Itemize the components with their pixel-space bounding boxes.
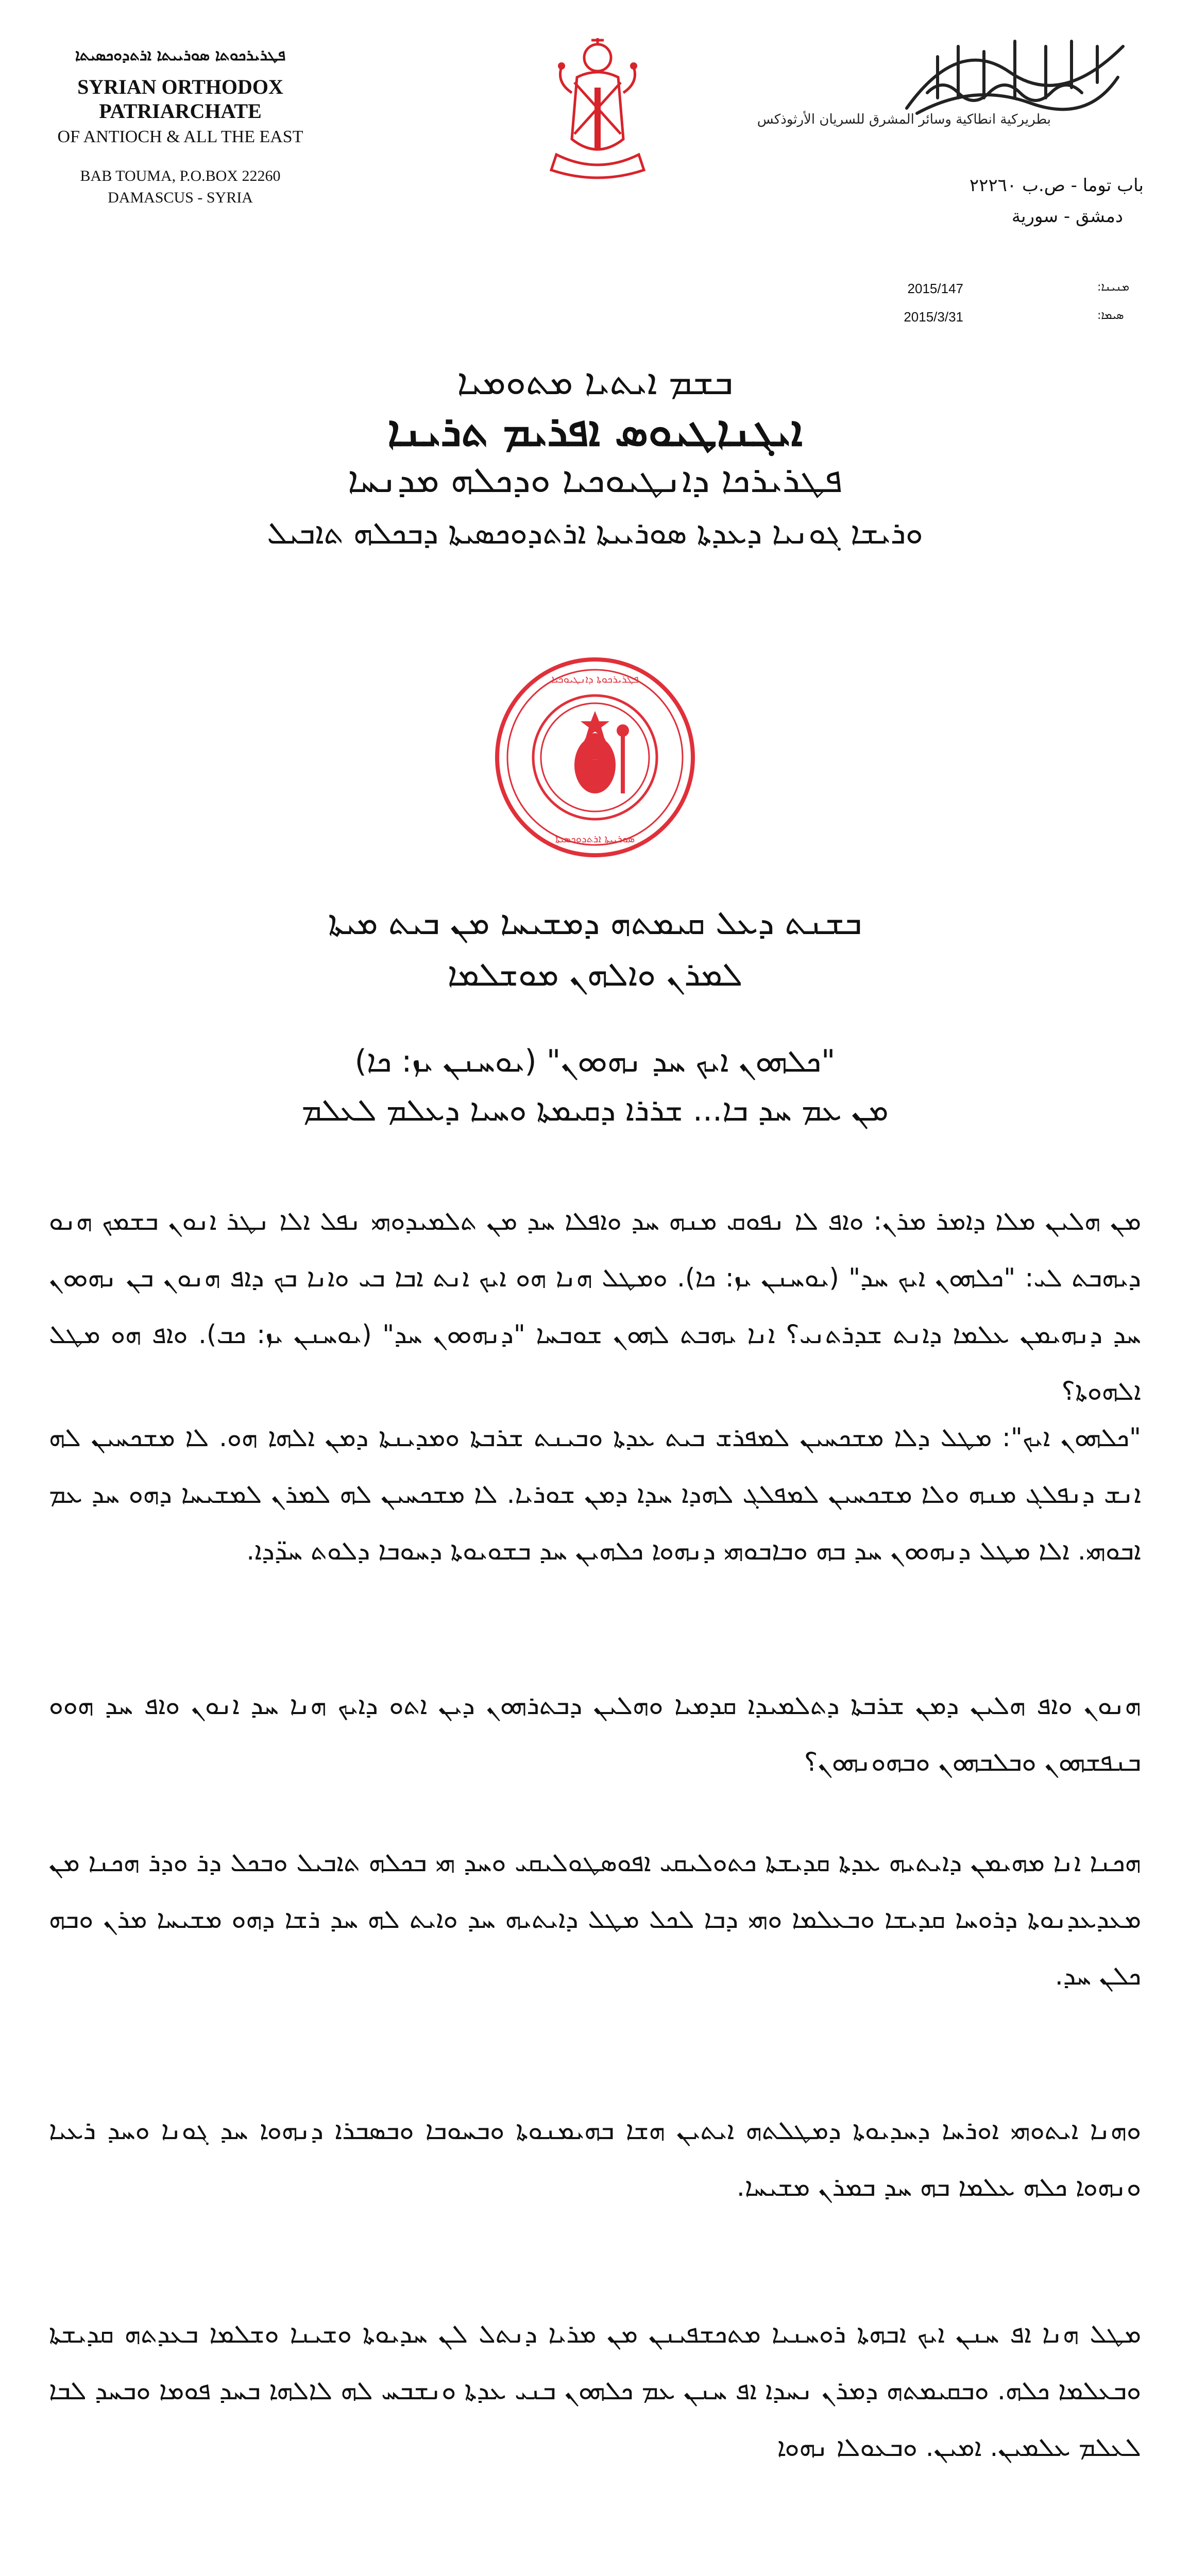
body-paragraph-6: ܡܛܠ ܗܢܐ ܐܦ ܚܢܢ ܐܝܟ ܐܒܗܬܐ ܪܘܚܢܝܐ ܡܬܟܫܦܝܢܢ ܡܢ ܡܪܝܐ ܕܢܬܠ ܠܢ ܚܕܝܘܬܐ ܘܫܝܢܐ ܘܫܠܡܐ ܒܥܕܬܗ ܩܕܝܫܬܐ ܘܒܥܠܡܐ ܟܠܗ. ܘܒܩܝܡܬܗ ܕܡܪܢ ܢܚܕܐ ܐܦ ܚܢܢ ܥܡ ܟܠܗܘܢ ܒܢܝ ܥܕܬܐ ܘܢܫܒܚ ܠܗ ܠܐܠܗܐ ܒܚܕ ܦܘܡܐ ܘܒܚܕ ܠܒܐ ܠܥܠܡ ܥܠܡܝܢ. ܐܡܝܢ. ܘܒܥܘܠܐ ܢܗܘܐ (49, 2319, 1141, 2462)
arabic-address1: باب توما - ص.ب ٢٢٢٦٠ (969, 175, 1144, 196)
title-line4: ܘܪܝܫܐ ܓܘܢܝܐ ܕܥܕܬܐ ܣܘܪܝܝܬܐ ܐܪܬܕܘܟܣܝܬܐ ܕܒܟܠܗ ܬܐܒܝܠ (267, 515, 923, 551)
title-line3: ܦܛܪܝܪܟܐ ܕܐܢܛܝܘܟܝܐ ܘܕܟܠܗ ܡܕܢܚܐ (347, 459, 843, 501)
reference-date-label: ܣܝܡܐ: (1097, 309, 1124, 322)
body-paragraph-2: "ܟܠܗܘܢ ܐܝܟ": ܡܛܠ ܕܠܐ ܡܫܟܚܝܢ ܠܡܦܪܫ ܒܝܬ ܥܕܬܐ ܘܒܝܢܬ ܫܪܒܬܐ ܘܡܕܝܢܬܐ ܕܡܢ ܐܠܗܐ ܗܘ. ܠܐ ܡܫܟܚܝܢ ܠܗ ܐܢܫ ܕܢܦܠܓ ܡܢܗ ܘܠܐ ܡܫܟܚܝܢ ܠܡܦܠܓ ܠܗܕܐ ܚܕܐ ܕܡܢ ܫܘܪܝܐ. ܠܐ ܡܫܟܚܝܢ ܠܗ ܠܡܪܢ ܠܡܫܝܚܐ ܕܗܘ ܚܕ ܥܡ ܐܒܘܗܝ. ܐܠܐ ܡܛܠ ܕܢܗܘܘܢ ܚܕ ܒܗ ܘܒܐܒܘܗܝ ܕܢܗܘܐ ܟܠܗܝܢ ܚܕ ܒܫܘܝܘܬܐ ܕܚܘܒܐ ܕܠܘܬ ܚܕ̈ܕܐ. (49, 1422, 1141, 1566)
svg-text:ܦܛܪܝܪܟܘܬܐ ܕܐܢܛܝܘܟܝܐ: ܦܛܪܝܪܟܘܬܐ ܕܐܢܛܝܘܟܝܐ (551, 673, 639, 685)
arabic-address2: دمشق - سورية (1011, 206, 1123, 227)
title-line2: ܐܝܓܢܐܛܝܘܣ ܐܦܪܝܡ ܬܪܝܢܐ (387, 407, 803, 456)
letterhead-name-line2: OF ANTIOCH & ALL THE EAST (57, 127, 303, 146)
quote-line2: ܡܢ ܥܡ ܚܕ ܒܐ... ܫܪܪܐ ܕܩܝܡܬܐ ܘܚܝܐ ܕܥܠܡ ܠܥܠܡ (301, 1092, 889, 1128)
body-paragraph-3: ܗܢܘܢ ܘܐܦ ܗܠܝܢ ܕܡܢ ܫܪܒܬܐ ܕܬܠܡܝܕܐ ܩܕܡܝܐ ܘܗܠܝܢ ܕܒܬܪܗܘܢ ܕܝܢ ܐܬܘ ܕܐܝܟ ܗܢܐ ܚܕ ܐܢܘܢ ܘܐܦ ܚܕ ܗܘܘ ܒܢܦܫܗܘܢ ܘܒܠܒܗܘܢ ܘܒܗܘܢܗܘܢ؟ (49, 1690, 1141, 1777)
reference-date-value: 2015/3/31 (904, 309, 963, 325)
body-paragraph-4: ܗܟܢܐ ܐܢܐ ܡܗܝܡܢ ܕܐܝܬܝܗ ܥܕܬܐ ܩܕܝܫܬܐ ܟܬܘܠܝܩܝ ܐܦܘܣܛܘܠܝܩܝ ܘܚܕ ܗܝ ܒܟܠܗ ܬܐܒܝܠ ܘܒܟܠ ܕܪ ܘܕܪ ܗܟܢܐ ܡܢ ܡܥܕܥܕܢܘܬܐ ܕܪܘܚܐ ܩܕܝܫܐ ܘܒܥܠܡܐ ܘܗܝ ܕܒܐ ܠܟܠ ܡܛܠ ܕܐܝܬܝܗ ܚܕ ܘܐܝܬ ܠܗ ܚܕ ܪܫܐ ܕܗܘ ܡܫܝܚܐ ܡܪܢ ܘܒܗ ܟܠܢ ܚܕ. (49, 1848, 1141, 1991)
letterhead-address2: DAMASCUS - SYRIA (108, 189, 253, 206)
reference-number-label: ܡܢܝܢܐ: (1097, 281, 1130, 294)
letterhead-right (757, 21, 1154, 227)
letterhead-address1: BAB TOUMA, P.O.BOX 22260 (80, 167, 281, 184)
quote-line1: "ܟܠܗܘܢ ܐܝܟ ܚܕ ܢܗܘܘܢ" (ܝܘܚܢܢ ܝܙ: ܟܐ) (354, 1043, 836, 1079)
patriarchate-emblem (546, 36, 649, 185)
title-line1: ܒܫܡ ܐܝܬܝܐ ܡܬܘܡܝܐ (457, 361, 733, 403)
patriarchal-seal (492, 654, 698, 860)
body-paragraph-5: ܘܗܢܐ ܐܝܬܘܗܝ ܐܘܪܚܐ ܕܚܕܝܘܬܐ ܕܡܛܠܬܗ ܐܝܬܝܢ ܗܫܐ ܒܗܝܡܢܘܬܐ ܘܒܚܘܒܐ ܘܒܣܒܪܐ ܕܢܗܘܐ ܚܕ ܓܘܢܐ ܘܚܕ ܪܥܝܐ ܘܢܗܘܐ ܟܠܗ ܥܠܡܐ ܒܗ ܚܕ ܒܡܪܢ ܡܫܝܚܐ. (49, 2115, 1141, 2202)
letterhead-left (21, 46, 340, 207)
subtitle-line2: ܠܡܪܢ ܘܐܠܗܢ ܡܘܫܠܡܐ (447, 956, 743, 994)
calligraphy-subtext: بطريركية انطاكية وسائر المشرق للسريان الأرثوذكس (757, 112, 1051, 127)
arabic-calligraphy-logo (757, 26, 1133, 129)
svg-text:ܣܘܪܝܝܬܐ ܐܪܬܕܘܟܣܝܬܐ: ܣܘܪܝܝܬܐ ܐܪܬܕܘܟܣܝܬܐ (555, 833, 635, 845)
letterhead-syriac-name: ܦܛܪܝܪܟܘܬܐ ܣܘܪܝܝܬܐ ܐܪܬܕܘܟܣܝܬܐ (75, 46, 286, 64)
letterhead-name-line1: SYRIAN ORTHODOX PATRIARCHATE (77, 75, 283, 123)
reference-number-value: 2015/147 (907, 281, 963, 296)
subtitle-line1: ܒܫܢܬ ܕܥܠ ܩܝܡܬܗ ܕܡܫܝܚܐ ܡܢ ܒܝܬ ܡܝܬܐ (328, 904, 862, 942)
body-paragraph-1: ܡܢ ܗܠܝܢ ܡܠܐ ܕܐܡܪ ܡܪܢ: ܘܐܦ ܠܐ ܢܦܘܩ ܡܢܗ ܚܕ ܘܐܦܠܐ ܚܕ ܡܢ ܬܠܡܝܕܘܗܝ ܢܦܠ ܐܠܐ ܢܛܪ ܐܢܘܢ ܒܫܡܟ ܗܢܘ ܕܝܗܒܬ ܠܝ: "ܟܠܗܘܢ ܐܝܟ ܚܕ" (ܝܘܚܢܢ ܝܙ: ܟܐ). ܘܡܛܠ ܗܢܐ ܗܘ ܐܝܟ ܐܢܬ ܐܒܐ ܒܝ ܘܐܢܐ ܒܟ ܕܐܦ ܗܢܘܢ ܒܢ ܢܗܘܘܢ ܚܕ ܕܢܗܝܡܢ ܥܠܡܐ ܕܐܢܬ ܫܕܪܬܢܝ؟ ܐܢܐ ܝܗܒܬ ܠܗܘܢ ܫܘܒܚܐ "ܕܢܗܘܘܢ ܚܕ" (ܝܘܚܢܢ ܝܙ: ܟܒ). ܘܐܦ ܗܘ ܡܛܠ ܐܠܗܘܬܐ؟ (49, 1206, 1141, 1406)
